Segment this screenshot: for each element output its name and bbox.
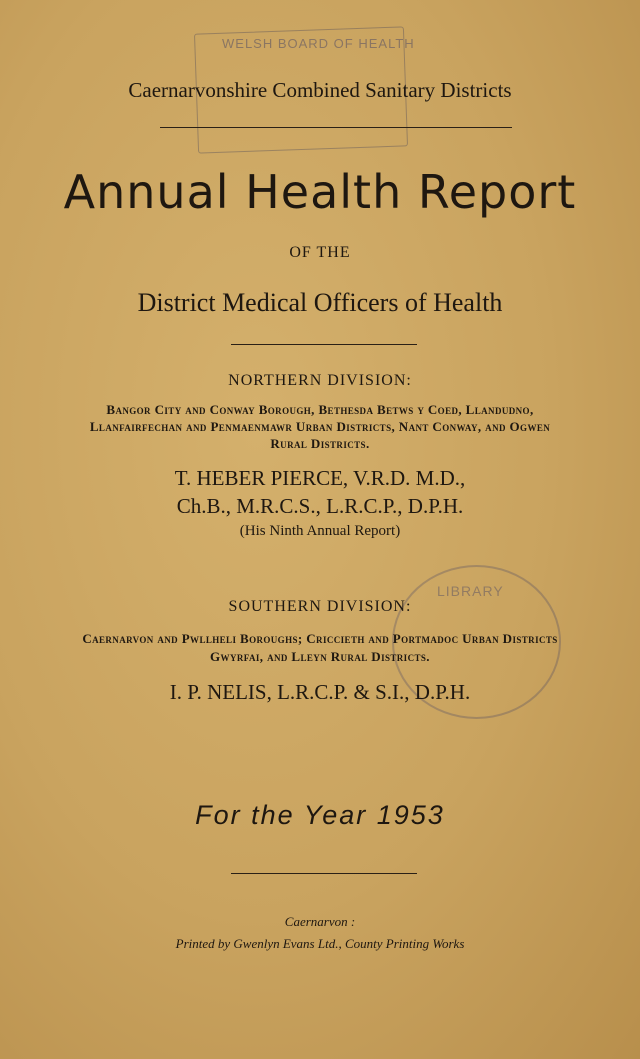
report-title: Annual Health Report [63,165,577,219]
library-stamp-text: LIBRARY [437,583,504,599]
districts-heading: Caernarvonshire Combined Sanitary Districts [128,78,512,102]
northern-officer-qualifications: Ch.B., M.R.C.S., L.R.C.P., D.P.H. [176,494,464,518]
southern-officer-name: I. P. NELIS, L.R.C.P. & S.I., D.P.H. [169,680,471,704]
annual-report-note: (His Ninth Annual Report) [239,523,401,539]
northern-division-heading: NORTHERN DIVISION: [228,372,412,389]
imprint-place: Caernarvon : [284,914,356,929]
report-year: For the Year 1953 [195,800,445,830]
of-the-text: OF THE [289,244,351,261]
southern-areas-line-1: Caernarvon and Pwllheli Boroughs; Criccieth and Portmadoc Urban Districts [82,631,558,646]
northern-areas-line-2: Llanfairfechan and Penmaenmawr Urban Districts, Nant Conway, and Ogwen [89,419,551,434]
officers-title: District Medical Officers of Health [137,288,503,317]
bottom-divider [231,873,417,874]
northern-officer-name: T. HEBER PIERCE, V.R.D. M.D., [174,466,466,490]
board-of-health-stamp-text: WELSH BOARD OF HEALTH [222,36,415,51]
northern-areas-line-1: Bangor City and Conway Borough, Bethesda Betws y Coed, Llandudno, [106,402,534,417]
middle-divider [231,344,417,345]
southern-areas-line-2: Gwyrfai, and Lleyn Rural Districts. [210,649,430,664]
southern-division-heading: SOUTHERN DIVISION: [228,598,412,615]
imprint-printer: Printed by Gwenlyn Evans Ltd., County Printing Works [175,936,465,951]
top-divider [160,127,512,128]
northern-areas-line-3: Rural Districts. [270,436,370,451]
